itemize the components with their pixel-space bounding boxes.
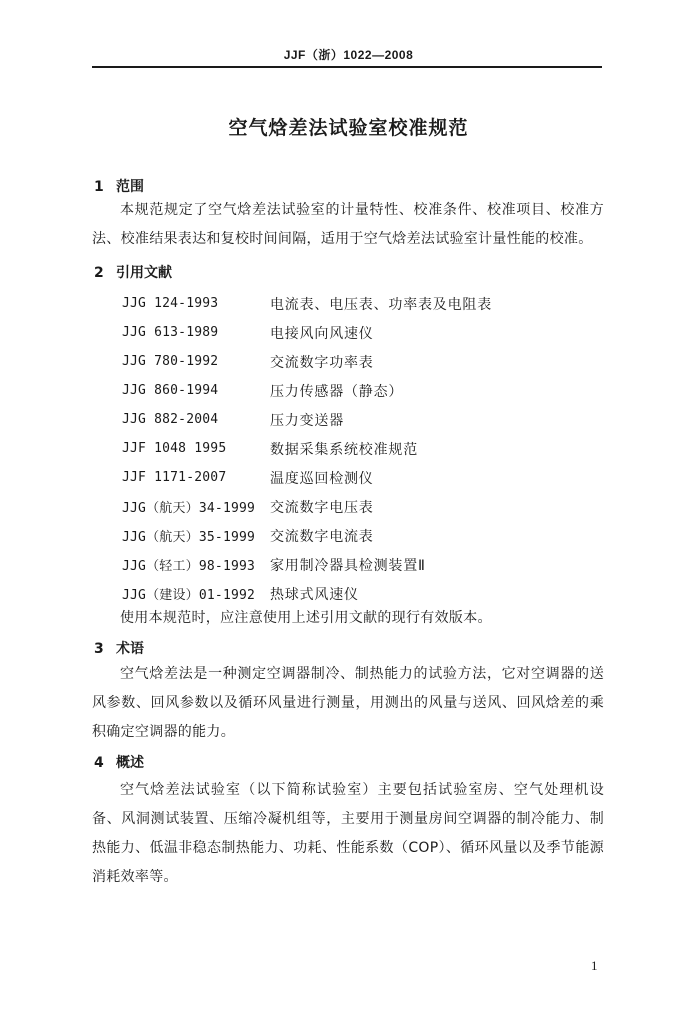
reference-row xyxy=(122,463,602,492)
reference-name: 压力变送器 xyxy=(270,412,344,429)
reference-code: JJG 882-2004 xyxy=(122,412,219,427)
reference-name: 数据采集系统校准规范 xyxy=(270,441,418,458)
reference-name: 交流数字电流表 xyxy=(270,528,374,545)
reference-row xyxy=(122,492,602,521)
reference-code: JJG 780-1992 xyxy=(122,354,219,369)
reference-row xyxy=(122,289,602,318)
reference-list xyxy=(122,289,602,608)
document-code-header: JJF（浙）1022—2008 xyxy=(283,48,414,62)
section-3-number: 3 xyxy=(94,641,104,657)
reference-name: 热球式风速仪 xyxy=(270,586,359,603)
reference-row xyxy=(122,376,602,405)
reference-name: 交流数字功率表 xyxy=(270,354,374,371)
reference-row xyxy=(122,405,602,434)
reference-code: JJG（轻工）98-1993 xyxy=(122,559,256,574)
reference-code: JJF 1171-2007 xyxy=(122,470,227,485)
section-4-paragraph: 空气焓差法试验室（以下简称试验室）主要包括试验室房、空气处理机设备、风洞测试装置、压缩冷凝机组等，主要用于测量房间空调器的制冷能力、制热能力、低温非稳态制热能力、功耗、性能系数（COP）、循环风量以及季节能源消耗效率等。 xyxy=(92,782,604,885)
section-1-paragraph: 本规范规定了空气焓差法试验室的计量特性、校准条件、校准项目、校准方法、校准结果表达和复校时间间隔，适用于空气焓差法试验室计量性能的校准。 xyxy=(92,202,604,247)
section-4-heading xyxy=(94,752,144,772)
reference-row xyxy=(122,318,602,347)
page-number: 1 xyxy=(591,958,598,973)
reference-code: JJG（航天）35-1999 xyxy=(122,530,256,545)
section-1-heading xyxy=(94,176,144,196)
reference-code: JJG 124-1993 xyxy=(122,296,219,311)
reference-note: 使用本规范时，应注意使用上述引用文献的现行有效版本。 xyxy=(120,610,492,626)
reference-code: JJF 1048 1995 xyxy=(122,441,227,456)
reference-code: JJG 860-1994 xyxy=(122,383,219,398)
reference-row xyxy=(122,550,602,579)
reference-name: 交流数字电压表 xyxy=(270,499,374,516)
section-2-number: 2 xyxy=(94,265,104,281)
reference-code: JJG 613-1989 xyxy=(122,325,219,340)
reference-code: JJG（建设）01-1992 xyxy=(122,588,256,603)
reference-name: 电流表、电压表、功率表及电阻表 xyxy=(270,296,492,313)
reference-row xyxy=(122,434,602,463)
reference-code: JJG（航天）34-1999 xyxy=(122,501,256,516)
header-rule xyxy=(92,66,602,68)
reference-row xyxy=(122,347,602,376)
section-2-heading xyxy=(94,262,172,282)
reference-name: 家用制冷器具检测装置Ⅱ xyxy=(270,557,426,574)
section-3-heading xyxy=(94,638,144,658)
reference-name: 电接风向风速仪 xyxy=(270,325,374,342)
document-title: 空气焓差法试验室校准规范 xyxy=(228,117,469,139)
section-4-title: 概述 xyxy=(116,755,144,771)
section-4-number: 4 xyxy=(94,755,104,771)
section-2-title: 引用文献 xyxy=(116,265,172,281)
reference-name: 压力传感器（静态） xyxy=(270,383,404,400)
section-1-number: 1 xyxy=(94,179,104,195)
reference-row xyxy=(122,521,602,550)
section-3-title: 术语 xyxy=(116,641,144,657)
reference-name: 温度巡回检测仪 xyxy=(270,470,374,487)
section-3-paragraph: 空气焓差法是一种测定空调器制冷、制热能力的试验方法，它对空调器的送风参数、回风参数以及循环风量进行测量，用测出的风量与送风、回风焓差的乘积确定空调器的能力。 xyxy=(92,666,604,740)
section-1-title: 范围 xyxy=(116,179,144,195)
